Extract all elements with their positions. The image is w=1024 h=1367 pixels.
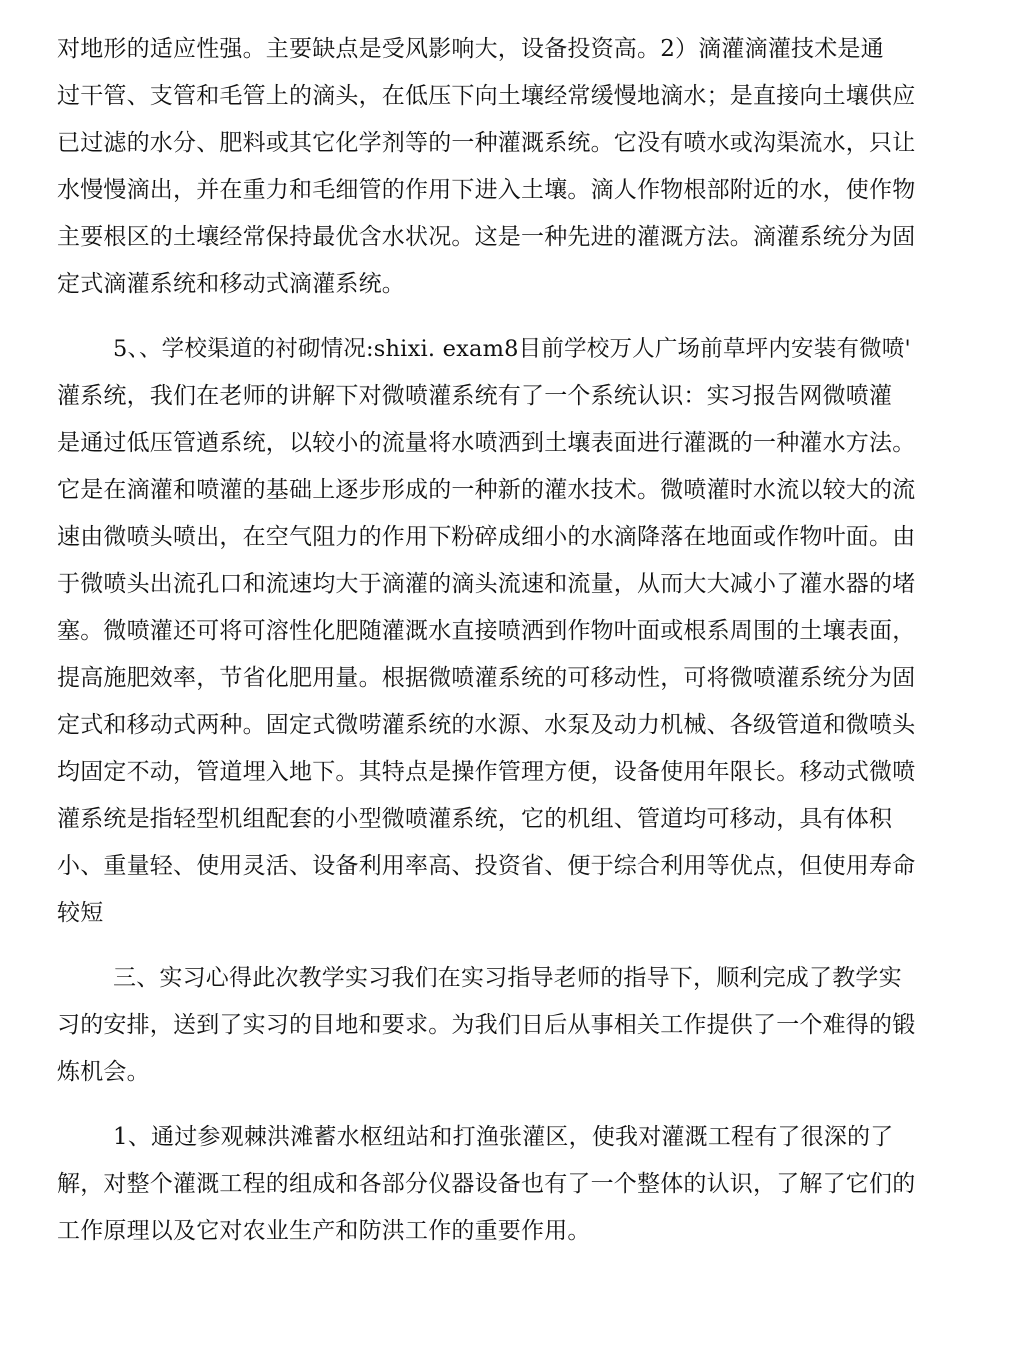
text-line: 灌系统，我们在老师的讲解下对微喷灌系统有了一个系统认识：实习报告网微喷灌 (57, 383, 893, 409)
text-line: 较短 (57, 900, 104, 926)
text-line: 均固定不动，管道埋入地下。其特点是操作管理方便，设备使用年限长。移动式微喷 (57, 759, 916, 785)
text-line: 主要根区的土壤经常保持最优含水状况。这是一种先进的灌溉方法。滴灌系统分为固 (57, 224, 916, 250)
text-line: 炼机会。 (57, 1059, 150, 1085)
text-line: 水慢慢滴出，并在重力和毛细管的作用下进入土壤。滴人作物根部附近的水，使作物 (57, 177, 916, 203)
text-line: 工作原理以及它对农业生产和防洪工作的重要作用。 (57, 1218, 591, 1244)
text-line: 习的安排，送到了实习的目地和要求。为我们日后从事相关工作提供了一个难得的锻 (57, 1012, 916, 1038)
text-line: 灌系统是指轻型机组配套的小型微喷灌系统，它的机组、管道均可移动，具有体积 (57, 806, 893, 832)
text-line: 它是在滴灌和喷灌的基础上逐步形成的一种新的灌水技术。微喷灌时水流以较大的流 (57, 477, 916, 503)
text-line: 三、实习心得此次教学实习我们在实习指导老师的指导下，顺利完成了教学实 (113, 965, 902, 991)
text-line: 提高施肥效率，节省化肥用量。根据微喷灌系统的可移动性，可将微喷灌系统分为固 (57, 665, 916, 691)
text-line: 解，对整个灌溉工程的组成和各部分仪器设备也有了一个整体的认识，了解了它们的 (57, 1171, 916, 1197)
text-line: 是通过低压管遒系统，以较小的流量将水喷洒到土壤表面进行灌溉的一种灌水方法。 (57, 430, 916, 456)
text-line: 速由微喷头喷出，在空气阻力的作用下粉碎成细小的水滴降落在地面或作物叶面。由 (57, 524, 916, 550)
text-line: 定式和移动式两种。固定式微唠灌系统的水源、水泵及动力机械、各级管道和微喷头 (57, 712, 916, 738)
text-line: 对地形的适应性强。主要缺点是受风影响大，设备投资高。2）滴灌滴灌技术是通 (57, 36, 884, 62)
text-line: 5、、学校渠道的衬砌情况:shixi. exam8目前学校万人广场前草坪内安装有微喷' (113, 336, 911, 362)
text-line: 1、通过参观棘洪滩蓄水枢纽站和打渔张灌区，使我对灌溉工程有了很深的了 (113, 1124, 894, 1150)
text-line: 过干管、支管和毛管上的滴头，在低压下向土壤经常缓慢地滴水；是直接向土壤供应 (57, 83, 916, 109)
text-line: 塞。微喷灌还可将可溶性化肥随灌溉水直接喷洒到作物叶面或根系周围的土壤表面， (57, 618, 916, 644)
text-line: 定式滴灌系统和移动式滴灌系统。 (57, 271, 405, 297)
text-line: 已过滤的水分、肥料或其它化学剂等的一种灌溉系统。它没有喷水或沟渠流水，只让 (57, 130, 916, 156)
text-line: 小、重量轻、使用灵活、设备利用率高、投资省、便于综合利用等优点，但使用寿命 (57, 853, 916, 879)
text-line: 于微喷头出流孔口和流速均大于滴灌的滴头流速和流量，从而大大减小了灌水器的堵 (57, 571, 916, 597)
